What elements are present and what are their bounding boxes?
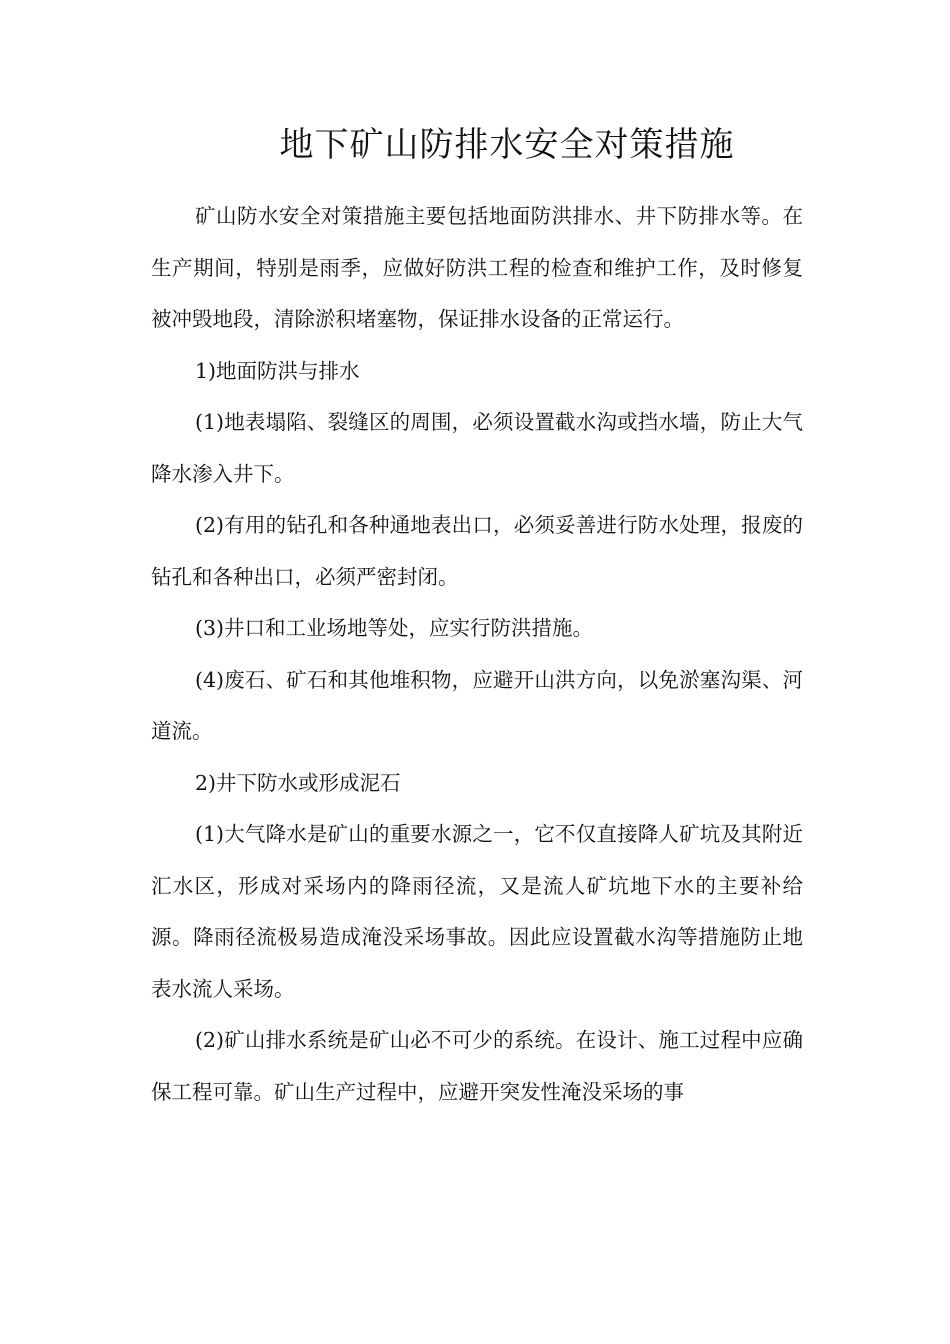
document-body — [151, 191, 803, 1118]
paragraph-intro: 矿山防水安全对策措施主要包括地面防洪排水、井下防排水等。在生产期间，特别是雨季，应做好防洪工程的检查和维护工作，及时修复被冲毁地段，清除淤积堵塞物，保证排水设备的正常运行。 — [151, 204, 803, 331]
paragraph-item: (2)有用的钻孔和各种通地表出口，必须妥善进行防水处理，报废的钻孔和各种出口，必须严密封闭。 — [151, 513, 803, 589]
section-heading-surface-flood-control: 1)地面防洪与排水 — [195, 358, 360, 383]
paragraph-item: (2)矿山排水系统是矿山必不可少的系统。在设计、施工过程中应确保工程可靠。矿山生产过程中，应避开突发性淹没采场的事 — [151, 1028, 803, 1104]
section-heading-underground-water-control: 2)井下防水或形成泥石 — [195, 770, 401, 795]
document-title: 地下矿山防排水安全对策措施 — [279, 125, 735, 165]
paragraph-item: (3)井口和工业场地等处，应实行防洪措施。 — [195, 616, 594, 640]
paragraph-item: (1)大气降水是矿山的重要水源之一，它不仅直接降人矿坑及其附近汇水区，形成对采场内的降雨径流，又是流人矿坑地下水的主要补给源。降雨径流极易造成淹没采场事故。因此应设置截水沟等措施防止地表水流人采场。 — [151, 822, 803, 1001]
paragraph-item: (4)废石、矿石和其他堆积物，应避开山洪方向，以免淤塞沟渠、河道流。 — [151, 667, 803, 743]
paragraph-item: (1)地表塌陷、裂缝区的周围，必须设置截水沟或挡水墙，防止大气降水渗入井下。 — [151, 410, 803, 486]
